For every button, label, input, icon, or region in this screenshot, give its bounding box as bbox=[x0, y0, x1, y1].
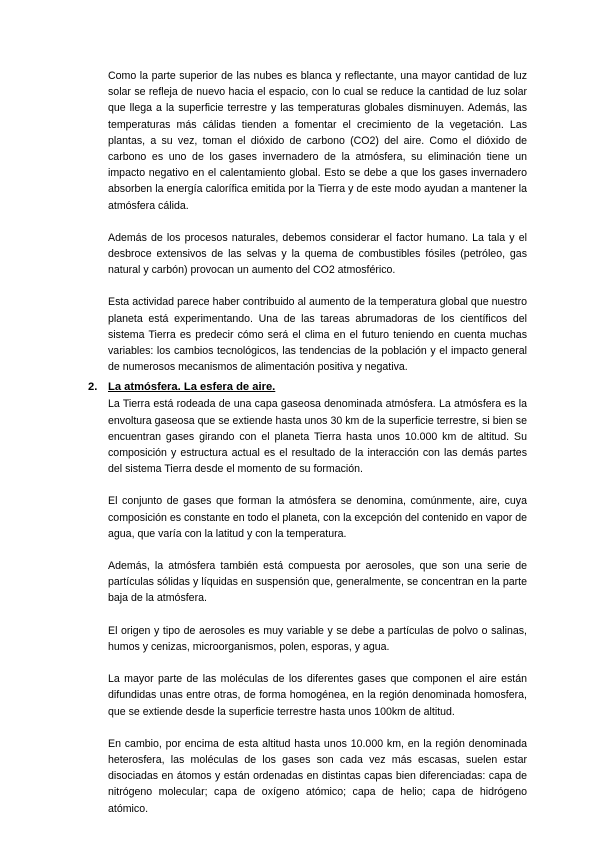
paragraph-global-temperature: Esta actividad parece haber contribuido al aumento de la temperatura global que nuestro planeta está experimentando. Una de las tareas abrumadoras de los científicos del sistema Tierra es predecir cómo será el clima en el futuro teniendo en cuenta muchas variables: los cambios tecnológicos, las tendencias de la población y el impacto general de numerosos mecanismos de alimentación positiva y negativa. bbox=[108, 296, 527, 374]
paragraph-heterosphere: En cambio, por encima de esta altitud hasta unos 10.000 km, en la región denominada heterosfera, las moléculas de los gases son cada vez más escasas, suelen estar disociadas en átomos y están ordenadas en distintas capas bien diferenciadas: capa de nitrógeno molecular; capa de oxígeno atómico; capa de helio; capa de hidrógeno atómico. bbox=[108, 737, 527, 815]
paragraph-atmosphere-definition: La Tierra está rodeada de una capa gaseosa denominada atmósfera. La atmósfera es la envoltura gaseosa que se extiende hasta unos 30 km de la superficie terrestre, si bien se encuentran gases girando con el planeta Tierra hasta unos 10.000 km de altitud. Su composición y estructura actual es el resultado de la interacción con las demás partes del sistema Tierra desde el momento de su formación. bbox=[108, 398, 527, 476]
section-number: 2. bbox=[88, 381, 98, 394]
paragraph-aerosols: Además, la atmósfera también está compuesta por aerosoles, que son una serie de partículas sólidas y líquidas en suspensión que, generalmente, se concentran en la parte baja de la atmósfera. bbox=[108, 560, 527, 605]
section-title: La atmósfera. La esfera de aire. bbox=[108, 381, 276, 394]
paragraph-clouds-vegetation: Como la parte superior de las nubes es blanca y reflectante, una mayor cantidad de luz solar se refleja de nuevo hacia el espacio, con lo cual se reduce la cantidad de luz solar que llega a la superficie terrestre y las temperaturas globales disminuyen. Además, las temperaturas más cálidas tienden a fomentar el crecimiento de la vegetación. Las plantas, a su vez, toman el dióxido de carbono (CO2) del aire. Como el dióxido de carbono es uno de los gases invernadero de la atmósfera, su eliminación tiene un impacto negativo en el calentamiento global. Esto se debe a que los gases invernadero absorben la energía calorífica emitida por la Tierra y de este modo ayudan a mantener la atmósfera cálida. bbox=[108, 70, 527, 212]
section-heading bbox=[88, 379, 527, 396]
document-body bbox=[88, 68, 527, 833]
paragraph-aerosol-origin: El origen y tipo de aerosoles es muy variable y se debe a partículas de polvo o salinas, humos y cenizas, microorganismos, polen, esporas, y agua. bbox=[108, 624, 527, 653]
paragraph-air-composition: El conjunto de gases que forman la atmósfera se denomina, comúnmente, aire, cuya composición es constante en todo el planeta, con la excepción del contenido en vapor de agua, que varía con la latitud y con la temperatura. bbox=[108, 495, 527, 540]
paragraph-homosphere: La mayor parte de las moléculas de los diferentes gases que componen el aire están difundidas unas entre otras, de forma homogénea, en la región denominada homosfera, que se extiende desde la superficie terrestre hasta unos 100km de altitud. bbox=[108, 673, 527, 718]
paragraph-human-factor: Además de los procesos naturales, debemos considerar el factor humano. La tala y el desbroce extensivos de las selvas y la quema de combustibles fósiles (petróleo, gas natural y carbón) provocan un aumento del CO2 atmosférico. bbox=[108, 231, 527, 277]
